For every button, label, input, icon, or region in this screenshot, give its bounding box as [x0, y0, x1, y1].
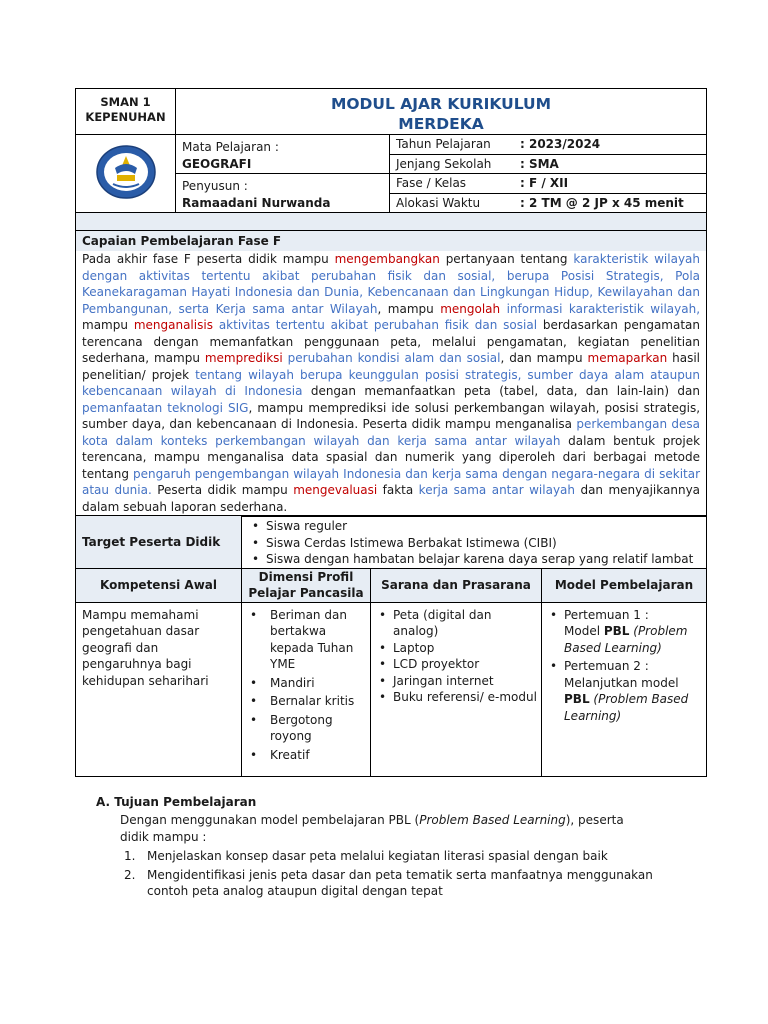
paragraph-text: Peserta didik mampu: [151, 483, 294, 497]
school-name-1: SMAN 1: [100, 95, 151, 109]
model1-desc: (Problem Based Learning): [564, 624, 688, 655]
level-label: Jenjang Sekolah: [396, 157, 492, 171]
module-title-2: MERDEKA: [398, 115, 484, 133]
list-item: • Siswa dengan hambatan belajar karena daya serap yang relatif lambat: [248, 551, 702, 568]
cp-cell: [76, 231, 707, 517]
sarana-list: [375, 607, 537, 706]
verb-highlight: mengevaluasi: [293, 483, 378, 497]
header-dimensi-2: Pelajar Pancasila: [248, 586, 364, 600]
item-number: 2.: [124, 867, 136, 882]
list-item: • Jaringan internet: [375, 673, 537, 690]
cp-heading: Capaian Pembelajaran Fase F: [76, 231, 706, 251]
cp-paragraph: [76, 251, 706, 515]
phase-label: Fase / Kelas: [396, 176, 467, 190]
header-kompetensi: Kompetensi Awal: [76, 568, 242, 602]
header-dimensi: [242, 568, 371, 602]
detail-table: [75, 515, 707, 777]
school-logo-icon: [95, 144, 157, 200]
paragraph-text: , mampu: [377, 301, 441, 316]
verb-highlight: memprediksi: [204, 351, 283, 365]
year-level-cell: [390, 135, 707, 174]
list-item: • Mandiri: [246, 675, 366, 692]
target-cell: [242, 516, 707, 569]
item-text: Mengidentifikasi jenis peta dasar dan peta tematik serta manfaatnya menggunakan contoh peta analog ataupun digital dengan tepat: [147, 867, 653, 898]
paragraph-text: dan menyajikannya dalam sebuah laporan sederhana.: [82, 483, 701, 514]
list-item: • Siswa Cerdas Istimewa Berbakat Istimewa (CIBI): [248, 535, 702, 552]
content-highlight: karakteristik wilayah dengan aktivitas tertentu akibat perubahan fisik dan sosial, berupa Posisi Strategis, Pola Keanekaragaman Hayati Indonesia dan Dunia, Kebencanaan dan Lingkungan Hidup, Kewilayahan dan Pembangunan, serta Kerja sama antar Wilayah: [82, 252, 701, 316]
model1-label: Pertemuan 1 :: [564, 607, 649, 622]
paragraph-text: , dan mampu: [500, 351, 588, 365]
logo-cell: [76, 135, 176, 213]
title-cell: [176, 89, 707, 135]
model-list: [546, 607, 702, 725]
school-name-2: KEPENUHAN: [85, 110, 166, 124]
content-highlight: tentang wilayah berupa keunggulan posisi strategis, sumber daya alam ataupun kebencanaan wilayah di Indonesia: [82, 367, 701, 398]
list-item: [124, 867, 684, 900]
model2-pbl: PBL: [564, 692, 590, 706]
tujuan-intro-b: Problem Based Learning: [419, 813, 566, 827]
header-model: Model Pembelajaran: [542, 568, 707, 602]
paragraph-text: hasil penelitian/ projek: [82, 351, 701, 382]
phase-time-cell: [390, 174, 707, 213]
verb-highlight: mengembangkan: [334, 252, 440, 266]
header-sarana: Sarana dan Prasarana: [371, 568, 542, 602]
verb-highlight: memaparkan: [587, 351, 668, 365]
header-table: [75, 88, 707, 517]
paragraph-text: , mampu memprediksi ide solusi perkembangan wilayah, posisi strategis, sumber daya, dan kebencanaan di Indonesia. Peserta didik mampu menganalisa: [82, 400, 701, 431]
school-cell: [76, 89, 176, 135]
dimensi-list: [246, 607, 366, 764]
list-item: • Peta (digital dan analog): [375, 607, 537, 640]
subject-cell: [176, 135, 390, 174]
list-item: [546, 607, 702, 657]
list-item: • Beriman dan bertakwa kepada Tuhan YME: [246, 607, 366, 673]
tujuan-intro-a: Dengan menggunakan model pembelajaran PBL (: [120, 813, 420, 827]
list-item: • Bergotong royong: [246, 712, 366, 745]
time-label: Alokasi Waktu: [396, 196, 481, 210]
content-highlight: pemanfaatan teknologi SIG: [82, 400, 249, 415]
content-highlight: aktivitas tertentu akibat perubahan fisik dan sosial: [218, 318, 538, 332]
level-value: : SMA: [520, 157, 559, 171]
paragraph-text: dalam bentuk projek terencana, mampu menganalisa data spasial dan numerik yang diperoleh dari berbagai metode tentang: [82, 433, 701, 481]
paragraph-text: Pada akhir fase F peserta didik mampu: [82, 252, 335, 266]
subject-value: GEOGRAFI: [182, 156, 252, 171]
model2-label: Pertemuan 2 :: [564, 659, 649, 673]
verb-highlight: menganalisis: [133, 318, 213, 332]
tujuan-intro: [120, 812, 650, 845]
model1-prefix: Model: [564, 624, 604, 638]
header-dimensi-1: Dimensi Profil: [258, 570, 354, 584]
content-highlight: kerja sama antar wilayah: [418, 483, 576, 497]
spacer-row: [76, 213, 707, 231]
list-item: [546, 658, 702, 724]
paragraph-text: pertanyaan tentang: [439, 252, 574, 266]
time-value: : 2 TM @ 2 JP x 45 menit: [520, 196, 684, 210]
year-value: : 2023/2024: [520, 137, 601, 151]
item-text: Menjelaskan konsep dasar peta melalui kegiatan literasi spasial dengan baik: [147, 849, 608, 863]
item-number: 1.: [124, 849, 136, 863]
list-item: [124, 848, 684, 865]
model2-prefix: Melanjutkan model: [564, 675, 679, 690]
model-cell: [542, 602, 707, 776]
content-highlight: perubahan kondisi alam dan sosial: [287, 351, 501, 365]
paragraph-text: berdasarkan pengamatan terencana dengan memanfatkan penggunaan peta, melalui pengamatan, kegiatan penelitian sederhana, mampu: [82, 318, 701, 365]
kompetensi-cell: Mampu memahami pengetahuan dasar geografi dan pengaruhnya bagi kehidupan seharihari: [76, 602, 242, 776]
year-label: Tahun Pelajaran: [396, 137, 491, 151]
paragraph-text: dengan memanfaatkan peta (tabel, data, dan lain-lain) dan: [302, 384, 701, 398]
paragraph-text: fakta: [377, 483, 419, 497]
paragraph-text: mampu: [82, 318, 134, 332]
target-label: Target Peserta Didik: [76, 516, 242, 569]
content-highlight: informasi karakteristik wilayah,: [506, 301, 701, 316]
module-title-1: MODUL AJAR KURIKULUM: [330, 95, 552, 113]
author-label: Penyusun :: [182, 179, 248, 193]
dimensi-cell: [242, 602, 371, 776]
sarana-cell: [371, 602, 542, 776]
author-value: Ramaadani Nurwanda: [182, 195, 331, 210]
list-item: • Laptop: [375, 640, 537, 657]
phase-value: : F / XII: [520, 176, 569, 190]
list-item: • Kreatif: [246, 747, 366, 764]
content-highlight: pengaruh pengembangan wilayah Indonesia dan kerja sama dengan negara-negara di sekitar atau dunia.: [82, 466, 701, 497]
tujuan-intro-c: ), peserta didik mampu :: [120, 813, 624, 844]
subject-label: Mata Pelajaran :: [182, 140, 279, 154]
list-item: • LCD proyektor: [375, 656, 537, 673]
verb-highlight: mengolah: [440, 301, 501, 316]
author-cell: [176, 174, 390, 213]
model2-desc: (Problem Based Learning): [564, 692, 689, 723]
tujuan-heading: A. Tujuan Pembelajaran: [96, 795, 257, 809]
tujuan-list: [124, 848, 684, 900]
list-item: • Buku referensi/ e-modul: [375, 689, 537, 706]
list-item: • Siswa reguler: [248, 518, 702, 535]
list-item: • Bernalar kritis: [246, 693, 366, 710]
model1-pbl: PBL: [603, 624, 630, 638]
target-list: [248, 518, 702, 568]
content-highlight: perkembangan desa kota dalam konteks perkembangan wilayah dan kerja sama antar wilayah: [82, 417, 701, 448]
